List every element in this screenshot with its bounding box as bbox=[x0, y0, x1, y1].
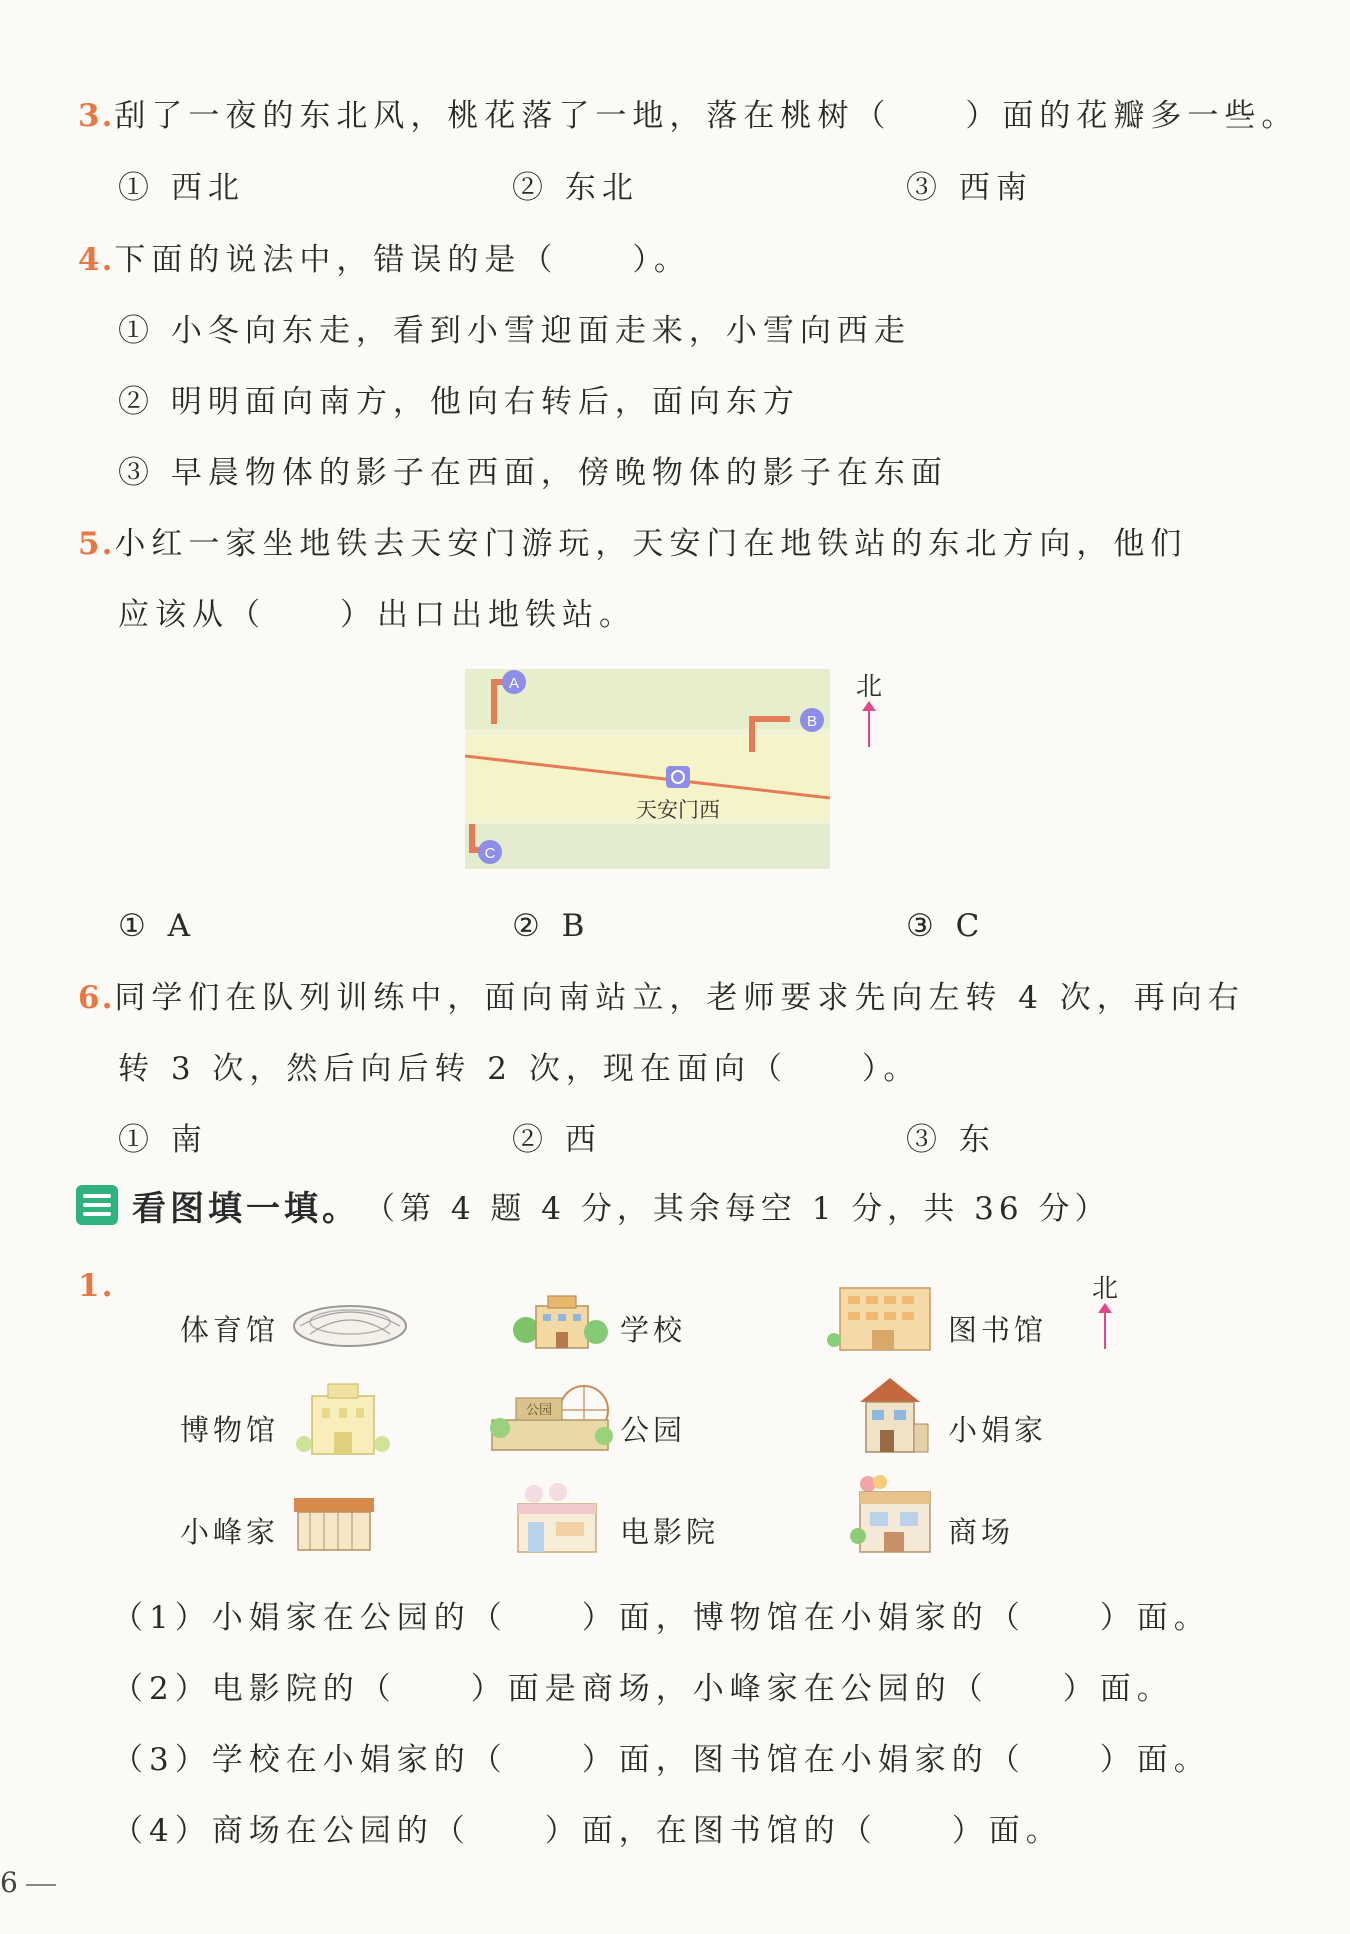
section-note: （第 4 题 4 分，其余每空 1 分，共 36 分） bbox=[364, 1190, 1111, 1227]
place-xiaojuan-home: 小娟家 bbox=[948, 1413, 1048, 1447]
place-gym: 体育馆 bbox=[180, 1313, 280, 1347]
s1-question-1: （1）小娟家在公园的（ ）面，博物馆在小娟家的（ ）面。 bbox=[112, 1600, 1211, 1636]
place-museum: 博物馆 bbox=[180, 1413, 280, 1447]
place-mall: 商场 bbox=[948, 1515, 1015, 1549]
q6-number: 6. bbox=[78, 980, 115, 1016]
place-xiaofeng-home: 小峰家 bbox=[180, 1515, 280, 1549]
page-footer bbox=[0, 1866, 56, 1899]
q5-option-1: ① A bbox=[118, 908, 197, 944]
q6-text-line2: 转 3 次，然后向后转 2 次，现在面向（ ）。 bbox=[118, 1051, 921, 1087]
q3-stem bbox=[78, 96, 1298, 136]
q6-option-1: ① 南 bbox=[118, 1122, 208, 1158]
place-library: 图书馆 bbox=[948, 1313, 1048, 1347]
map-green-bottom bbox=[465, 824, 830, 869]
section-header bbox=[76, 1180, 1110, 1230]
shop-house-icon bbox=[290, 1494, 378, 1554]
exit-b-label: B bbox=[806, 713, 818, 730]
q6-text-line1: 同学们在队列训练中，面向南站立，老师要求先向左转 4 次，再向右 bbox=[114, 980, 1245, 1016]
north-arrow-icon bbox=[1104, 1309, 1106, 1349]
s1-number: 1. bbox=[78, 1268, 115, 1304]
place-cinema: 电影院 bbox=[620, 1515, 720, 1549]
q4-stem bbox=[78, 240, 691, 280]
page-number: 6 bbox=[0, 1866, 18, 1899]
q5-stem bbox=[78, 524, 1187, 564]
q5-number: 5. bbox=[78, 526, 115, 562]
mall-building-icon bbox=[850, 1474, 938, 1556]
park-sign-text: 公园 bbox=[525, 1403, 553, 1418]
q3-number: 3. bbox=[78, 98, 115, 134]
q6-stem bbox=[78, 978, 1245, 1018]
cinema-building-icon bbox=[512, 1480, 602, 1556]
exit-a-label: A bbox=[508, 675, 520, 692]
s1-stem bbox=[78, 1266, 114, 1306]
station-name: 天安门西 bbox=[636, 798, 720, 822]
q5-north-indicator bbox=[856, 666, 882, 747]
park-icon bbox=[486, 1380, 614, 1456]
q4-option-3: ③ 早晨物体的影子在西面，傍晚物体的影子在东面 bbox=[118, 455, 948, 491]
museum-building-icon bbox=[294, 1378, 390, 1458]
north-arrow-icon bbox=[868, 707, 870, 747]
exit-c-label: C bbox=[484, 845, 496, 862]
q5-text-line2: 应该从（ ）出口出地铁站。 bbox=[118, 597, 636, 633]
q5-north-label: 北 bbox=[856, 672, 883, 702]
q6-option-3: ③ 东 bbox=[906, 1122, 996, 1158]
q5-option-2: ② B bbox=[512, 908, 591, 944]
s1-question-3: （3）学校在小娟家的（ ）面，图书馆在小娟家的（ ）面。 bbox=[112, 1742, 1211, 1778]
q5-text-line1: 小红一家坐地铁去天安门游玩，天安门在地铁站的东北方向，他们 bbox=[114, 526, 1188, 562]
library-building-icon bbox=[826, 1280, 940, 1354]
school-building-icon bbox=[510, 1288, 610, 1354]
footer-rule bbox=[26, 1884, 56, 1886]
q3-text: 刮了一夜的东北风，桃花落了一地，落在桃树（ ）面的花瓣多一些。 bbox=[114, 98, 1299, 134]
stadium-icon bbox=[290, 1292, 410, 1352]
q6-option-2: ② 西 bbox=[512, 1122, 602, 1158]
place-park: 公园 bbox=[620, 1413, 687, 1447]
station-icon bbox=[666, 766, 690, 788]
place-school: 学校 bbox=[620, 1313, 687, 1347]
section-title: 看图填一填。 bbox=[132, 1188, 360, 1229]
q4-option-2: ② 明明面向南方，他向右转后，面向东方 bbox=[118, 384, 800, 420]
q4-option-1: ① 小冬向东走，看到小雪迎面走来，小雪向西走 bbox=[118, 313, 911, 349]
q4-text: 下面的说法中，错误的是（ ）。 bbox=[114, 242, 691, 278]
three-lines-icon bbox=[76, 1185, 118, 1225]
subway-map bbox=[460, 664, 883, 874]
s1-north-indicator bbox=[1092, 1268, 1118, 1349]
q3-option-2: ② 东北 bbox=[512, 170, 639, 206]
q4-number: 4. bbox=[78, 242, 115, 278]
house-icon bbox=[852, 1372, 932, 1458]
s1-question-4: （4）商场在公园的（ ）面，在图书馆的（ ）面。 bbox=[112, 1813, 1063, 1849]
q5-option-3: ③ C bbox=[906, 908, 986, 944]
s1-question-2: （2）电影院的（ ）面是商场，小峰家在公园的（ ）面。 bbox=[112, 1671, 1174, 1707]
q3-option-1: ① 西北 bbox=[118, 170, 245, 206]
q3-option-3: ③ 西南 bbox=[906, 170, 1033, 206]
s1-north-label: 北 bbox=[1092, 1274, 1119, 1304]
